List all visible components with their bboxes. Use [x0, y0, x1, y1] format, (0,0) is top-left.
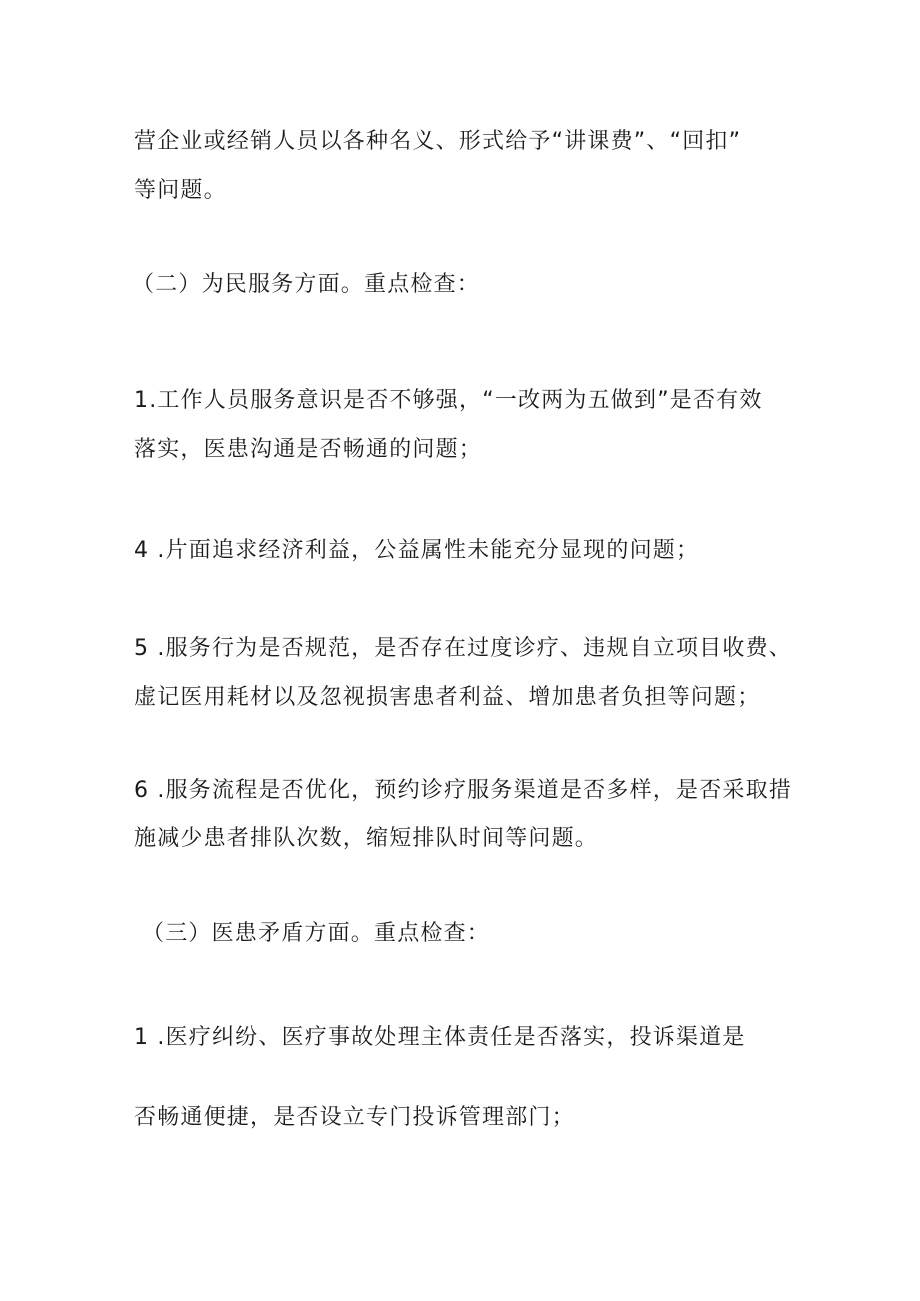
paragraph-line: 1 .医疗纠纷、医疗事故处理主体责任是否落实，投诉渠道是: [134, 1025, 746, 1050]
paragraph-line: 6 .服务流程是否优化，预约诊疗服务渠道是否多样，是否采取措: [134, 778, 792, 803]
paragraph-line: 4 .片面追求经济利益，公益属性未能充分显现的问题；: [134, 538, 700, 563]
paragraph-line: 1.工作人员服务意识是否不够强，“一改两为五做到”是否有效: [134, 388, 763, 413]
paragraph-line: 落实，医患沟通是否畅通的问题；: [134, 437, 483, 462]
paragraph-line: 营企业或经销人员以各种名义、形式给予“讲课费”、“回扣”: [134, 129, 742, 154]
section-heading: （三）医患矛盾方面。重点检查：: [142, 921, 491, 946]
paragraph-line: 否畅通便捷，是否设立专门投诉管理部门；: [134, 1105, 575, 1130]
paragraph-line: 施减少患者排队次数，缩短排队时间等问题。: [134, 826, 599, 851]
section-heading: （二）为民服务方面。重点检查：: [132, 272, 481, 297]
paragraph-line: 虚记医用耗材以及忽视损害患者利益、增加患者负担等问题；: [134, 685, 761, 710]
paragraph-line: 5 .服务行为是否规范，是否存在过度诊疗、违规自立项目收费、: [134, 636, 792, 661]
paragraph-line: 等问题。: [134, 178, 227, 203]
